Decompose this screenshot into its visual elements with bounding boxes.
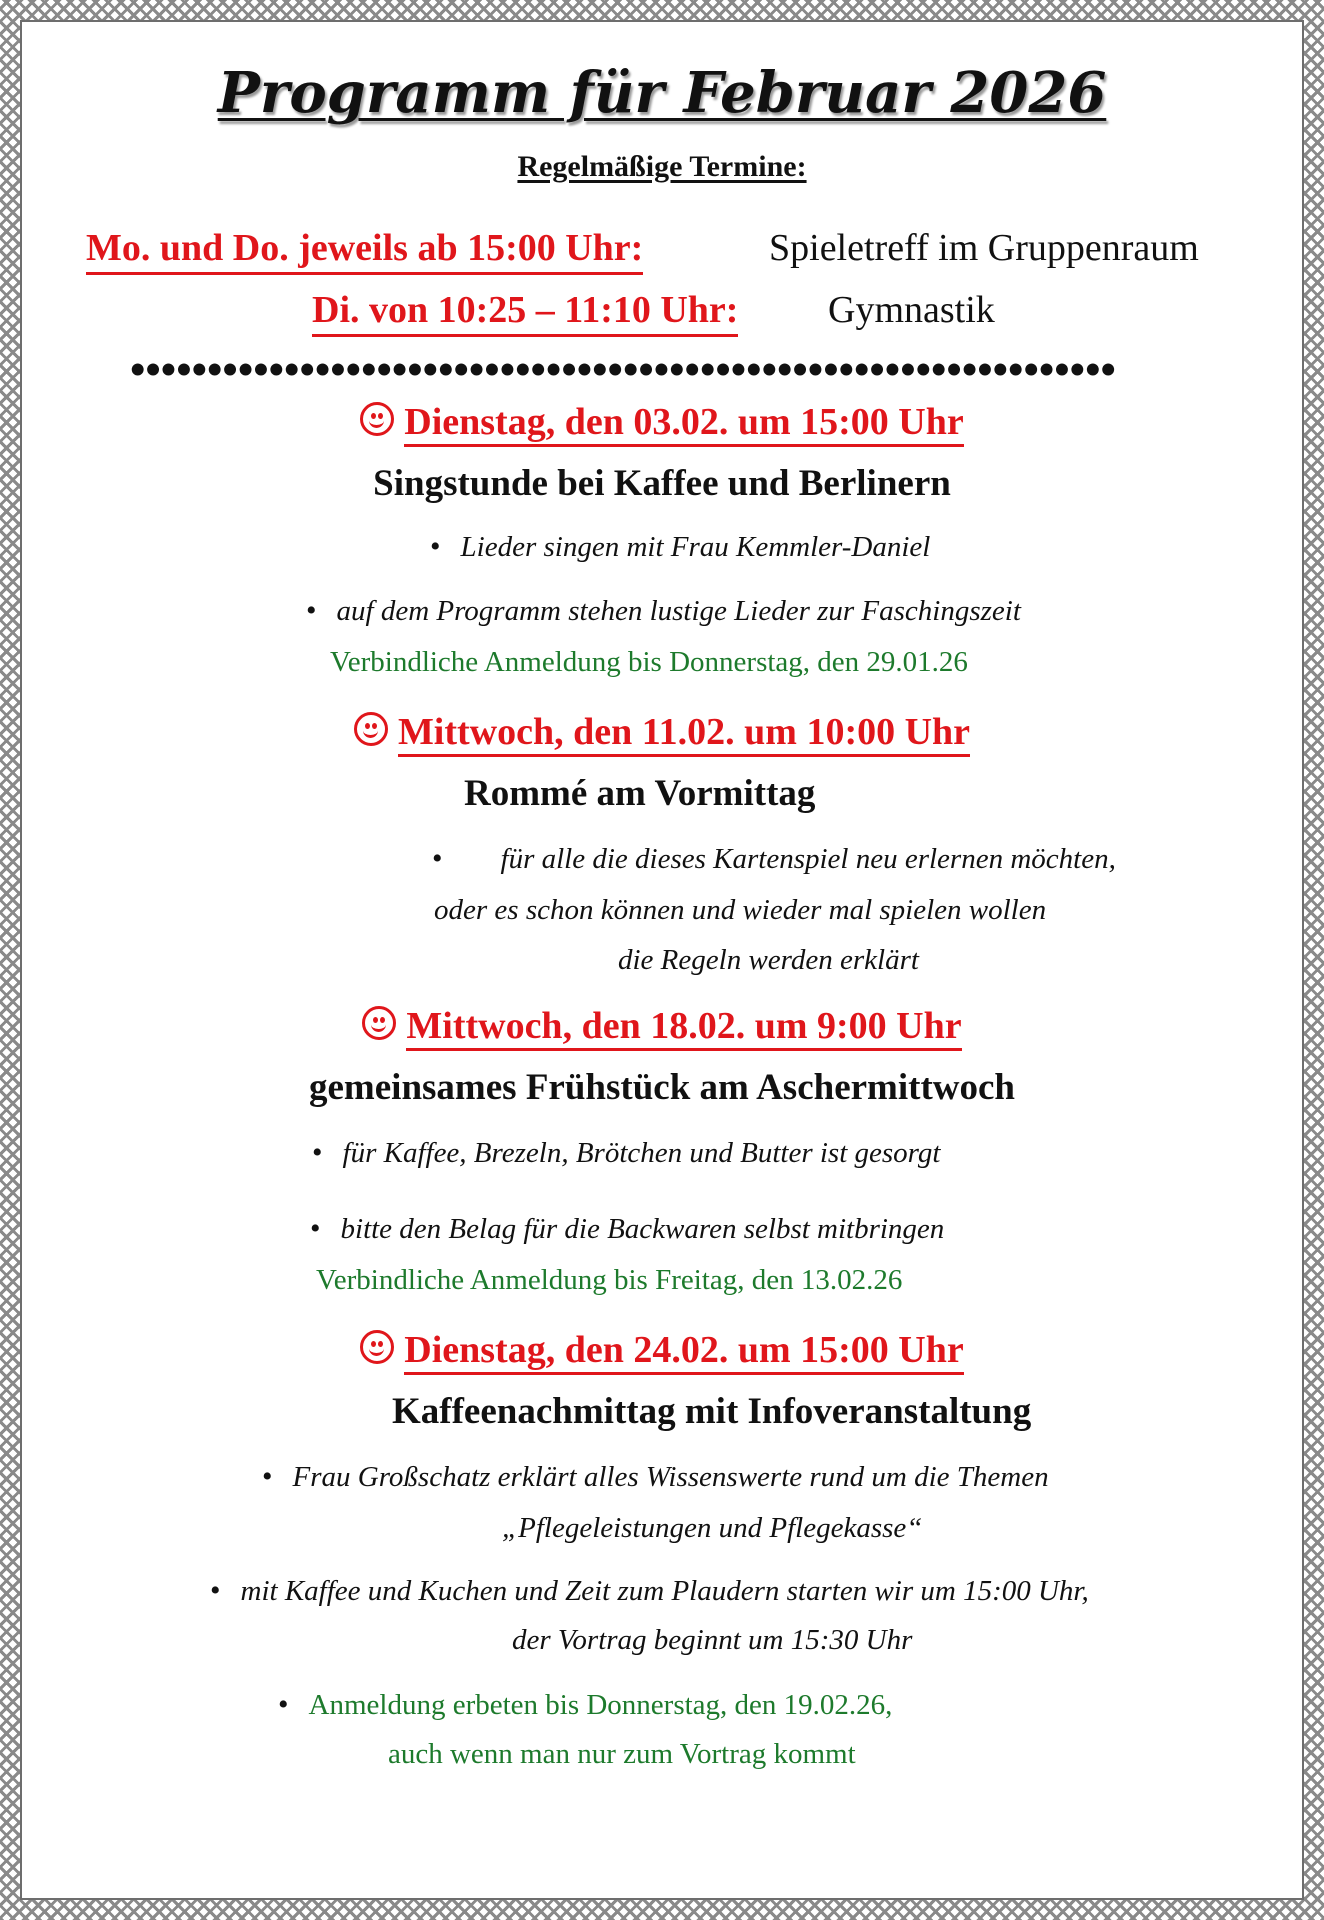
event-date-text: Dienstag, den 03.02. um 15:00 Uhr	[404, 401, 963, 447]
event-3-item-2	[310, 1212, 944, 1246]
bullet-icon: •	[262, 1460, 273, 1493]
page-title: Programm für Februar 2026	[217, 60, 1107, 126]
event-1-registration: Verbindliche Anmeldung bis Donnerstag, den 29.01.26	[330, 646, 968, 678]
item-text: Frau Großschatz erklärt alles Wissenswerte rund um die Themen	[292, 1461, 1049, 1493]
event-date-text: Mittwoch, den 18.02. um 9:00 Uhr	[406, 1005, 961, 1051]
event-2-date	[22, 710, 1302, 754]
regular-activity-1: Spieletreff im Gruppenraum	[769, 227, 1199, 269]
event-4-date	[22, 1328, 1302, 1372]
bullet-icon: •	[432, 842, 443, 875]
flyer-page	[22, 22, 1302, 1898]
event-4-item-3	[210, 1574, 1089, 1608]
event-1-item-1	[430, 530, 930, 564]
item-text: bitte den Belag für die Backwaren selbst mitbringen	[340, 1213, 945, 1245]
regular-time-2: Di. von 10:25 – 11:10 Uhr:	[312, 288, 738, 337]
event-1-date	[22, 400, 1302, 444]
regular-activity-2: Gymnastik	[828, 289, 995, 331]
smiley-icon	[354, 712, 388, 746]
event-4-item-2: „Pflegeleistungen und Pflegekasse“	[502, 1512, 923, 1544]
event-2-item-1	[432, 842, 1116, 876]
event-2-item-3: die Regeln werden erklärt	[618, 944, 919, 976]
item-text: mit Kaffee und Kuchen und Zeit zum Plaudern starten wir um 15:00 Uhr,	[240, 1575, 1089, 1607]
smiley-icon	[360, 1330, 394, 1364]
bullet-icon: •	[210, 1574, 221, 1607]
event-4-title: Kaffeenachmittag mit Infoveranstaltung	[392, 1391, 1032, 1432]
item-text: für alle die dieses Kartenspiel neu erlernen möchten,	[500, 843, 1116, 875]
event-3-item-1	[312, 1136, 940, 1170]
item-text: Lieder singen mit Frau Kemmler-Daniel	[460, 531, 931, 563]
bullet-icon: •	[310, 1212, 321, 1245]
registration-text: Anmeldung erbeten bis Donnerstag, den 19.02.26,	[308, 1689, 893, 1721]
bullet-icon: •	[278, 1688, 289, 1721]
regular-time-1: Mo. und Do. jeweils ab 15:00 Uhr:	[86, 226, 643, 275]
event-date-text: Dienstag, den 24.02. um 15:00 Uhr	[404, 1329, 963, 1375]
smiley-icon	[360, 402, 394, 436]
event-4-item-1	[262, 1460, 1049, 1494]
event-1-title: Singstunde bei Kaffee und Berlinern	[373, 463, 951, 504]
event-4-registration-1	[278, 1688, 892, 1722]
bullet-icon: •	[312, 1136, 323, 1169]
smiley-icon	[362, 1006, 396, 1040]
regular-heading: Regelmäßige Termine:	[517, 150, 807, 183]
bullet-icon: •	[430, 530, 441, 563]
event-3-title: gemeinsames Frühstück am Aschermittwoch	[309, 1067, 1015, 1108]
event-3-registration: Verbindliche Anmeldung bis Freitag, den 13.02.26	[316, 1264, 903, 1296]
event-3-date	[22, 1004, 1302, 1048]
bullet-icon: •	[306, 594, 317, 627]
event-1-item-2	[306, 594, 1021, 628]
dotted-separator: ••••••••••••••••••••••••••••••••••••••••••••••••••••••••••••••••	[130, 345, 1116, 394]
event-4-item-4: der Vortrag beginnt um 15:30 Uhr	[512, 1624, 913, 1656]
event-2-title: Rommé am Vormittag	[464, 773, 816, 814]
item-text: für Kaffee, Brezeln, Brötchen und Butter ist gesorgt	[342, 1137, 941, 1169]
event-date-text: Mittwoch, den 11.02. um 10:00 Uhr	[398, 711, 970, 757]
event-4-registration-2: auch wenn man nur zum Vortrag kommt	[388, 1738, 856, 1770]
item-text: auf dem Programm stehen lustige Lieder zur Faschingszeit	[336, 595, 1021, 627]
event-2-item-2: oder es schon können und wieder mal spielen wollen	[434, 894, 1047, 926]
